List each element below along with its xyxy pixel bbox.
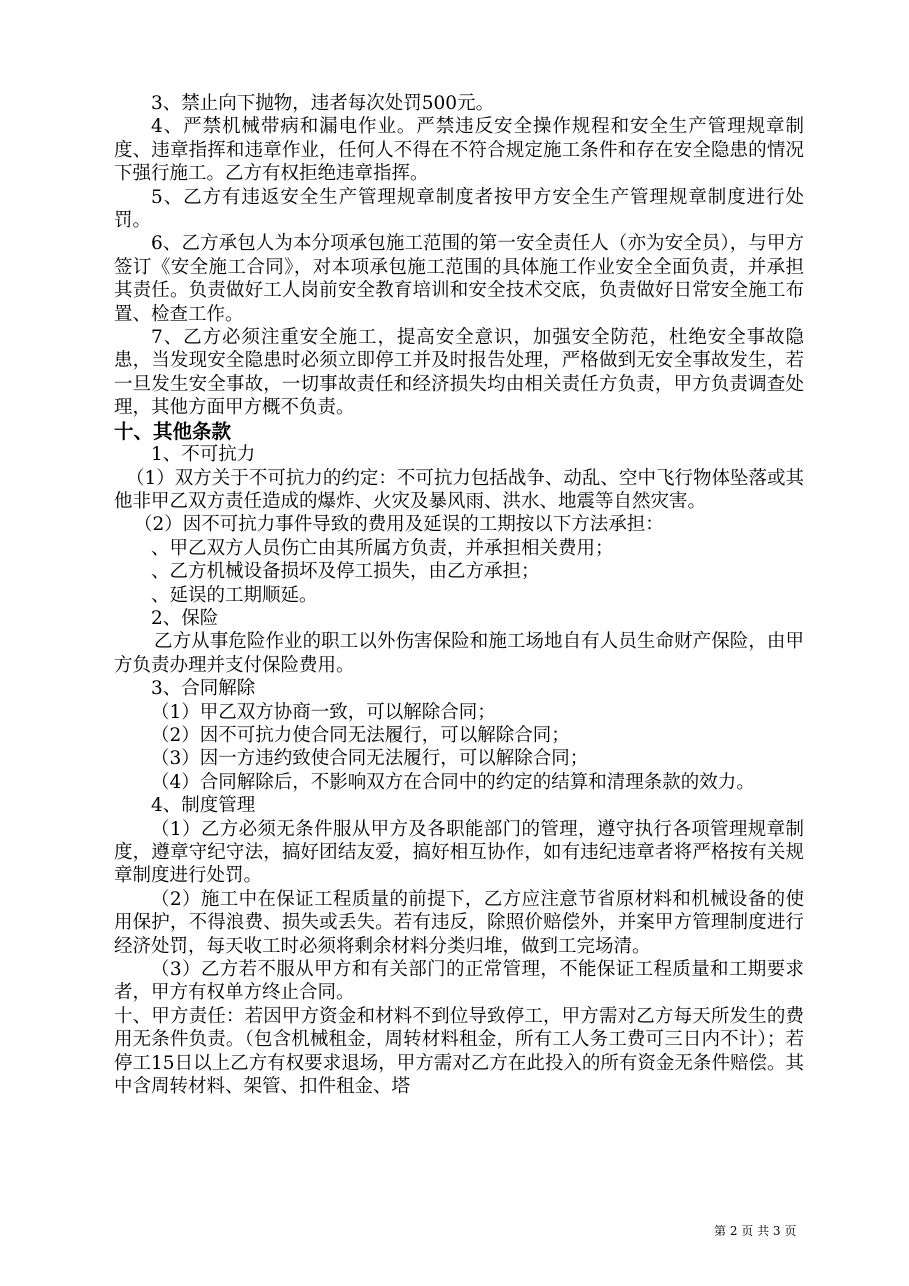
paragraph: （2）施工中在保证工程质量的前提下，乙方应注意节省原材料和机械设备的使用保护，不得浪费、损失或丢失。若有违反，除照价赔偿外，并案甲方管理制度进行经济处罚，每天收工时必须将剩余材料分类归堆，做到工完场清。 — [114, 888, 804, 957]
paragraph: 乙方从事危险作业的职工以外伤害保险和施工场地自有人员生命财产保险，由甲方负责办理并支付保险费用。 — [114, 631, 804, 676]
paragraph: 、乙方机械设备损坏及停工损失，由乙方承担； — [151, 561, 540, 583]
paragraph: 2、保险 — [151, 607, 219, 629]
paragraph: （1）双方关于不可抗力的约定：不可抗力包括战争、动乱、空中飞行物体坠落或其他非甲乙双方责任造成的爆炸、火灾及暴风雨、洪水、地震等自然灾害。 — [114, 467, 804, 512]
paragraph: 4、严禁机械带病和漏电作业。严禁违反安全操作规程和安全生产管理规章制度、违章指挥和违章作业，任何人不得在不符合规定施工条件和存在安全隐患的情况下强行施工。乙方有权拒绝违章指挥。 — [114, 116, 804, 185]
paragraph: 3、禁止向下抛物，违者每次处罚500元。 — [151, 93, 495, 114]
paragraph: （4）合同解除后，不影响双方在合同中的约定的结算和清理条款的效力。 — [151, 771, 755, 793]
paragraph: 十、甲方责任：若因甲方资金和材料不到位导致停工，甲方需对乙方每天所发生的费用无条件负责。（包含机械租金，周转材料租金，所有工人务工费可三日内不计）；若停工15日以上乙方有权要求退场，甲方需对乙方在此投入的所有资金无条件赔偿。其中含周转材料、架管、扣件租金、塔 — [114, 1005, 804, 1098]
paragraph: 、甲乙双方人员伤亡由其所属方负责，并承担相关费用； — [151, 537, 614, 559]
paragraph: （2）因不可抗力使合同无法履行，可以解除合同； — [151, 724, 570, 746]
paragraph: 1、不可抗力 — [151, 444, 256, 466]
paragraph: （1）乙方必须无条件服从甲方及各职能部门的管理，遵守执行各项管理规章制度，遵章守纪守法，搞好团结友爱，搞好相互协作，如有违纪违章者将严格按有关规章制度进行处罚。 — [114, 818, 804, 887]
page-footer: 第 2 页 共 3 页 — [714, 1224, 797, 1238]
paragraph: 3、合同解除 — [151, 678, 256, 700]
document-body — [114, 92, 804, 1098]
paragraph: 6、乙方承包人为本分项承包施工范围的第一安全责任人（亦为安全员），与甲方签订《安全施工合同》，对本项承包施工范围的具体施工作业安全全面负责，并承担其责任。负责做好工人岗前安全教育培训和安全技术交底，负责做好日常安全施工布置、检查工作。 — [114, 233, 804, 325]
section-heading: 十、其他条款 — [114, 419, 232, 443]
paragraph: 、延误的工期顺延。 — [151, 584, 318, 606]
paragraph: 5、乙方有违返安全生产管理规章制度者按甲方安全生产管理规章制度进行处罚。 — [114, 186, 804, 232]
paragraph: 7、乙方必须注重安全施工，提高安全意识，加强安全防范，杜绝安全事故隐患，当发现安全隐患时必须立即停工并及时报告处理，严格做到无安全事故发生，若一旦发生安全事故，一切事故责任和经济损失均由相关责任方负责，甲方负责调查处理，其他方面甲方概不负责。 — [114, 327, 804, 419]
paragraph: （2）因不可抗力事件导致的费用及延误的工期按以下方法承担： — [134, 514, 664, 536]
paragraph: （3）因一方违约致使合同无法履行，可以解除合同； — [151, 748, 589, 770]
paragraph: 4、制度管理 — [151, 795, 256, 817]
paragraph: （3）乙方若不服从甲方和有关部门的正常管理，不能保证工程质量和工期要求者，甲方有权单方终止合同。 — [114, 959, 804, 1004]
paragraph: （1）甲乙双方协商一致，可以解除合同； — [151, 701, 496, 723]
